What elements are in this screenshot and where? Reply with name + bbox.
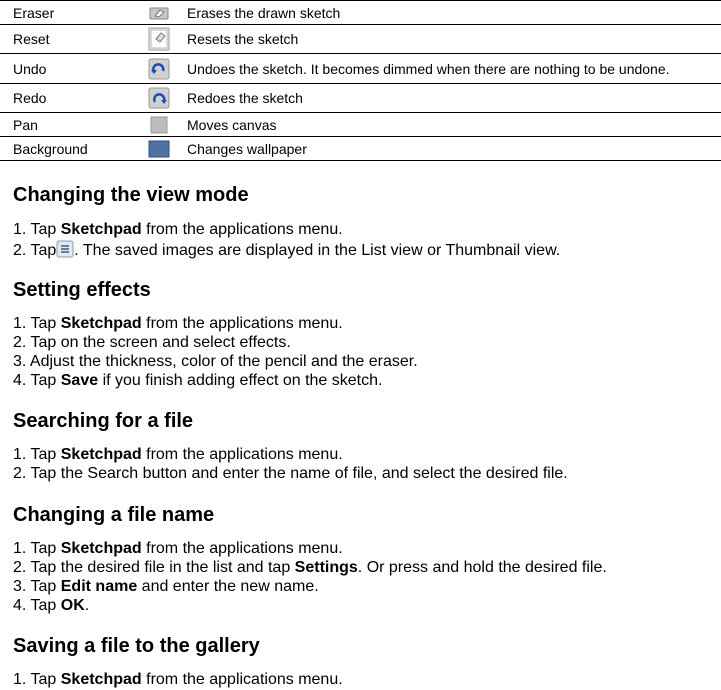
table-row <box>0 1 721 25</box>
section-heading-effects: Setting effects <box>13 279 151 301</box>
step: 1. Tap Sketchpad from the applications menu. <box>13 446 343 463</box>
step: 1. Tap Sketchpad from the applications menu. <box>13 221 343 238</box>
tool-desc: Undoes the sketch. It becomes dimmed when there are nothing to be undone. <box>185 54 721 84</box>
tool-name: Undo <box>0 54 133 84</box>
list-menu-icon <box>56 240 74 258</box>
tool-desc: Redoes the sketch <box>185 84 721 113</box>
tool-name: Pan <box>0 113 133 137</box>
step: 2. Tap . The saved images are displayed in the List view or Thumbnail view. <box>13 242 561 259</box>
table-row <box>0 25 721 54</box>
reset-icon <box>148 27 170 51</box>
tool-name: Background <box>0 137 133 161</box>
step: 1. Tap Sketchpad from the applications menu. <box>13 315 343 332</box>
table-row <box>0 84 721 113</box>
eraser-icon <box>148 4 170 22</box>
section-heading-gallery: Saving a file to the gallery <box>13 635 260 657</box>
table-row <box>0 113 721 137</box>
tool-name: Reset <box>0 25 133 54</box>
tool-name: Eraser <box>0 1 133 25</box>
tool-table <box>0 0 721 161</box>
step: 4. Tap Save if you finish adding effect on the sketch. <box>13 372 383 389</box>
tool-name: Redo <box>0 84 133 113</box>
section-heading-search: Searching for a file <box>13 410 194 432</box>
table-row <box>0 54 721 84</box>
step: 3. Tap Edit name and enter the new name. <box>13 578 319 595</box>
step: 2. Tap the desired file in the list and tap Settings. Or press and hold the desired file. <box>13 559 607 576</box>
undo-icon <box>148 58 170 80</box>
table-row <box>0 137 721 161</box>
step: 2. Tap on the screen and select effects. <box>13 334 291 351</box>
redo-icon <box>148 87 170 109</box>
tool-desc: Resets the sketch <box>185 25 721 54</box>
tool-desc: Changes wallpaper <box>185 137 721 161</box>
step: 3. Adjust the thickness, color of the pencil and the eraser. <box>13 353 418 370</box>
step: 1. Tap Sketchpad from the applications menu. <box>13 540 343 557</box>
section-heading-view-mode: Changing the view mode <box>13 184 249 206</box>
step: 2. Tap the Search button and enter the name of file, and select the desired file. <box>13 465 568 482</box>
tool-desc: Erases the drawn sketch <box>185 1 721 25</box>
section-heading-rename: Changing a file name <box>13 504 215 526</box>
step: 1. Tap Sketchpad from the applications menu. <box>13 671 343 688</box>
tool-desc: Moves canvas <box>185 113 721 137</box>
step: 4. Tap OK. <box>13 597 90 614</box>
pan-icon <box>148 116 170 134</box>
background-icon <box>148 140 170 158</box>
